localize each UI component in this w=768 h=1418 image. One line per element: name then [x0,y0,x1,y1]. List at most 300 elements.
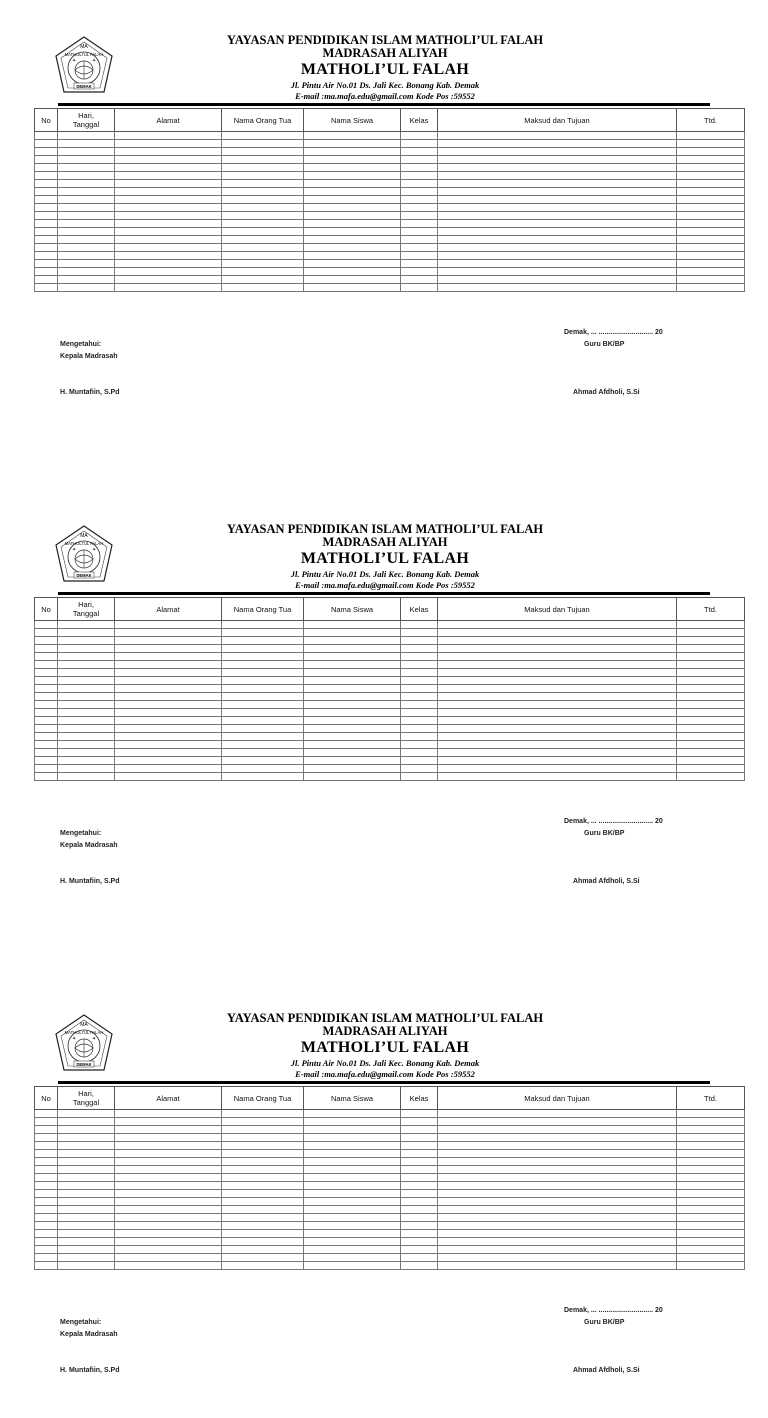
table-cell[interactable] [438,1230,677,1238]
table-cell[interactable] [115,220,222,228]
table-cell[interactable] [58,212,115,220]
table-cell[interactable] [438,1198,677,1206]
table-cell[interactable] [222,1166,304,1174]
table-cell[interactable] [35,1110,58,1118]
table-cell[interactable] [115,1126,222,1134]
table-cell[interactable] [304,132,401,140]
table-cell[interactable] [58,180,115,188]
table-cell[interactable] [304,629,401,637]
table-cell[interactable] [304,140,401,148]
table-cell[interactable] [438,180,677,188]
table-cell[interactable] [222,1158,304,1166]
table-cell[interactable] [222,1126,304,1134]
table-cell[interactable] [35,1190,58,1198]
table-cell[interactable] [115,140,222,148]
table-cell[interactable] [438,244,677,252]
table-cell[interactable] [35,1126,58,1134]
table-cell[interactable] [677,677,745,685]
table-cell[interactable] [58,685,115,693]
table-cell[interactable] [401,1126,438,1134]
table-cell[interactable] [222,1110,304,1118]
table-cell[interactable] [677,709,745,717]
table-cell[interactable] [401,1222,438,1230]
table-cell[interactable] [58,1110,115,1118]
table-cell[interactable] [304,661,401,669]
table-cell[interactable] [35,1222,58,1230]
table-cell[interactable] [35,212,58,220]
table-cell[interactable] [677,1246,745,1254]
table-cell[interactable] [677,1262,745,1270]
table-cell[interactable] [35,156,58,164]
table-cell[interactable] [222,244,304,252]
table-cell[interactable] [115,1150,222,1158]
table-cell[interactable] [58,1198,115,1206]
table-cell[interactable] [401,1134,438,1142]
table-cell[interactable] [58,669,115,677]
table-cell[interactable] [304,1222,401,1230]
table-cell[interactable] [401,629,438,637]
table-cell[interactable] [58,132,115,140]
table-cell[interactable] [304,236,401,244]
table-cell[interactable] [677,164,745,172]
table-cell[interactable] [35,669,58,677]
table-cell[interactable] [58,156,115,164]
table-cell[interactable] [115,228,222,236]
table-cell[interactable] [677,268,745,276]
table-cell[interactable] [401,244,438,252]
table-cell[interactable] [438,1118,677,1126]
table-cell[interactable] [438,1190,677,1198]
table-cell[interactable] [222,1174,304,1182]
table-cell[interactable] [222,140,304,148]
table-cell[interactable] [115,1166,222,1174]
table-cell[interactable] [401,188,438,196]
table-cell[interactable] [438,1238,677,1246]
table-cell[interactable] [438,1142,677,1150]
table-cell[interactable] [58,637,115,645]
table-cell[interactable] [115,653,222,661]
table-cell[interactable] [438,693,677,701]
table-cell[interactable] [401,284,438,292]
table-cell[interactable] [115,1206,222,1214]
table-cell[interactable] [222,1246,304,1254]
table-cell[interactable] [115,693,222,701]
table-cell[interactable] [58,228,115,236]
table-cell[interactable] [115,172,222,180]
table-cell[interactable] [35,701,58,709]
table-cell[interactable] [115,1254,222,1262]
table-cell[interactable] [401,757,438,765]
table-cell[interactable] [222,156,304,164]
table-cell[interactable] [401,1158,438,1166]
table-cell[interactable] [115,1134,222,1142]
table-cell[interactable] [304,1110,401,1118]
table-cell[interactable] [438,629,677,637]
table-cell[interactable] [401,1254,438,1262]
table-cell[interactable] [115,1238,222,1246]
table-cell[interactable] [677,637,745,645]
table-cell[interactable] [35,140,58,148]
table-cell[interactable] [677,1134,745,1142]
table-cell[interactable] [304,645,401,653]
table-cell[interactable] [222,276,304,284]
table-cell[interactable] [222,260,304,268]
table-cell[interactable] [222,212,304,220]
table-cell[interactable] [58,749,115,757]
table-cell[interactable] [222,228,304,236]
table-cell[interactable] [58,645,115,653]
table-cell[interactable] [677,725,745,733]
table-cell[interactable] [222,188,304,196]
table-cell[interactable] [115,1230,222,1238]
table-cell[interactable] [401,1166,438,1174]
table-cell[interactable] [115,1222,222,1230]
table-cell[interactable] [401,765,438,773]
table-cell[interactable] [35,1206,58,1214]
table-cell[interactable] [222,1142,304,1150]
table-cell[interactable] [438,1214,677,1222]
table-cell[interactable] [401,172,438,180]
table-cell[interactable] [35,148,58,156]
table-cell[interactable] [401,228,438,236]
table-cell[interactable] [222,220,304,228]
table-cell[interactable] [677,260,745,268]
table-cell[interactable] [304,260,401,268]
table-cell[interactable] [401,1262,438,1270]
table-cell[interactable] [222,645,304,653]
table-cell[interactable] [677,180,745,188]
table-cell[interactable] [401,196,438,204]
table-cell[interactable] [58,260,115,268]
table-cell[interactable] [438,1158,677,1166]
table-cell[interactable] [222,1262,304,1270]
table-cell[interactable] [222,661,304,669]
table-cell[interactable] [35,653,58,661]
table-cell[interactable] [58,1182,115,1190]
table-cell[interactable] [677,212,745,220]
table-cell[interactable] [677,1118,745,1126]
table-cell[interactable] [304,669,401,677]
table-cell[interactable] [115,212,222,220]
table-cell[interactable] [35,1254,58,1262]
table-cell[interactable] [438,709,677,717]
table-cell[interactable] [35,645,58,653]
table-cell[interactable] [35,284,58,292]
table-cell[interactable] [304,188,401,196]
table-cell[interactable] [35,717,58,725]
table-cell[interactable] [115,733,222,741]
table-cell[interactable] [438,220,677,228]
table-cell[interactable] [304,252,401,260]
table-cell[interactable] [115,1262,222,1270]
table-cell[interactable] [222,1206,304,1214]
table-cell[interactable] [401,733,438,741]
table-cell[interactable] [677,1214,745,1222]
table-cell[interactable] [35,1238,58,1246]
table-cell[interactable] [58,1134,115,1142]
table-cell[interactable] [115,244,222,252]
table-cell[interactable] [58,1246,115,1254]
table-cell[interactable] [58,701,115,709]
table-cell[interactable] [304,653,401,661]
table-cell[interactable] [677,1150,745,1158]
table-cell[interactable] [35,1142,58,1150]
table-cell[interactable] [58,196,115,204]
table-cell[interactable] [115,260,222,268]
table-cell[interactable] [115,629,222,637]
table-cell[interactable] [304,1238,401,1246]
table-cell[interactable] [222,196,304,204]
table-cell[interactable] [677,1230,745,1238]
table-cell[interactable] [401,220,438,228]
table-cell[interactable] [35,725,58,733]
table-cell[interactable] [677,1126,745,1134]
table-cell[interactable] [401,1198,438,1206]
table-cell[interactable] [438,677,677,685]
table-cell[interactable] [222,1134,304,1142]
table-cell[interactable] [304,1118,401,1126]
table-cell[interactable] [401,1246,438,1254]
table-cell[interactable] [35,1182,58,1190]
table-cell[interactable] [35,661,58,669]
table-cell[interactable] [222,1198,304,1206]
table-cell[interactable] [115,757,222,765]
table-cell[interactable] [115,268,222,276]
table-cell[interactable] [438,132,677,140]
table-cell[interactable] [35,236,58,244]
table-cell[interactable] [115,156,222,164]
table-cell[interactable] [35,1262,58,1270]
table-cell[interactable] [222,1118,304,1126]
table-cell[interactable] [677,749,745,757]
table-cell[interactable] [401,140,438,148]
table-cell[interactable] [401,164,438,172]
table-cell[interactable] [401,677,438,685]
table-cell[interactable] [35,733,58,741]
table-cell[interactable] [35,677,58,685]
table-cell[interactable] [58,757,115,765]
table-cell[interactable] [401,156,438,164]
table-cell[interactable] [222,701,304,709]
table-cell[interactable] [304,773,401,781]
table-cell[interactable] [401,204,438,212]
table-cell[interactable] [222,741,304,749]
table-cell[interactable] [222,1222,304,1230]
table-cell[interactable] [677,645,745,653]
table-cell[interactable] [677,1166,745,1174]
table-cell[interactable] [115,765,222,773]
table-cell[interactable] [58,244,115,252]
table-cell[interactable] [222,132,304,140]
table-cell[interactable] [58,140,115,148]
table-cell[interactable] [677,669,745,677]
table-cell[interactable] [58,717,115,725]
table-cell[interactable] [304,1158,401,1166]
table-cell[interactable] [58,188,115,196]
table-cell[interactable] [677,653,745,661]
table-cell[interactable] [304,172,401,180]
table-cell[interactable] [438,621,677,629]
table-cell[interactable] [58,1150,115,1158]
table-cell[interactable] [115,1158,222,1166]
table-cell[interactable] [222,236,304,244]
table-cell[interactable] [115,1190,222,1198]
table-cell[interactable] [401,741,438,749]
table-cell[interactable] [58,252,115,260]
table-cell[interactable] [304,204,401,212]
table-cell[interactable] [222,669,304,677]
table-cell[interactable] [677,284,745,292]
table-cell[interactable] [677,196,745,204]
table-cell[interactable] [677,1190,745,1198]
table-cell[interactable] [304,1190,401,1198]
table-cell[interactable] [304,765,401,773]
table-cell[interactable] [115,709,222,717]
table-cell[interactable] [222,148,304,156]
table-cell[interactable] [304,749,401,757]
table-cell[interactable] [438,188,677,196]
table-cell[interactable] [222,1150,304,1158]
table-cell[interactable] [438,701,677,709]
table-cell[interactable] [58,653,115,661]
table-cell[interactable] [58,621,115,629]
table-cell[interactable] [304,725,401,733]
table-cell[interactable] [35,132,58,140]
table-cell[interactable] [677,204,745,212]
table-cell[interactable] [438,1110,677,1118]
table-cell[interactable] [35,1198,58,1206]
table-cell[interactable] [35,773,58,781]
table-cell[interactable] [35,1166,58,1174]
table-cell[interactable] [115,717,222,725]
table-cell[interactable] [115,637,222,645]
table-cell[interactable] [438,196,677,204]
table-cell[interactable] [677,765,745,773]
table-cell[interactable] [438,236,677,244]
table-cell[interactable] [222,765,304,773]
table-cell[interactable] [304,1182,401,1190]
table-cell[interactable] [677,1238,745,1246]
table-cell[interactable] [677,156,745,164]
table-cell[interactable] [677,220,745,228]
table-cell[interactable] [677,757,745,765]
table-cell[interactable] [304,276,401,284]
table-cell[interactable] [35,757,58,765]
table-cell[interactable] [58,1230,115,1238]
table-cell[interactable] [58,677,115,685]
table-cell[interactable] [58,1142,115,1150]
table-cell[interactable] [438,773,677,781]
table-cell[interactable] [677,1198,745,1206]
table-cell[interactable] [115,661,222,669]
table-cell[interactable] [401,1118,438,1126]
table-cell[interactable] [222,677,304,685]
table-cell[interactable] [222,180,304,188]
table-cell[interactable] [58,1238,115,1246]
table-cell[interactable] [222,757,304,765]
table-cell[interactable] [438,1174,677,1182]
table-cell[interactable] [35,180,58,188]
table-cell[interactable] [304,1174,401,1182]
table-cell[interactable] [115,701,222,709]
table-cell[interactable] [115,741,222,749]
table-cell[interactable] [222,717,304,725]
table-cell[interactable] [677,1158,745,1166]
table-cell[interactable] [438,637,677,645]
table-cell[interactable] [58,725,115,733]
table-cell[interactable] [304,284,401,292]
table-cell[interactable] [438,645,677,653]
table-cell[interactable] [438,252,677,260]
table-cell[interactable] [35,693,58,701]
table-cell[interactable] [677,276,745,284]
table-cell[interactable] [58,733,115,741]
table-cell[interactable] [438,661,677,669]
table-cell[interactable] [438,733,677,741]
table-cell[interactable] [401,701,438,709]
table-cell[interactable] [401,749,438,757]
table-cell[interactable] [222,1214,304,1222]
table-cell[interactable] [401,661,438,669]
table-cell[interactable] [304,268,401,276]
table-cell[interactable] [438,156,677,164]
table-cell[interactable] [115,196,222,204]
table-cell[interactable] [222,725,304,733]
table-cell[interactable] [438,276,677,284]
table-cell[interactable] [401,260,438,268]
table-cell[interactable] [677,1142,745,1150]
table-cell[interactable] [304,220,401,228]
table-cell[interactable] [677,701,745,709]
table-cell[interactable] [677,1206,745,1214]
table-cell[interactable] [35,1150,58,1158]
table-cell[interactable] [304,677,401,685]
table-cell[interactable] [304,1134,401,1142]
table-cell[interactable] [222,1238,304,1246]
table-cell[interactable] [677,244,745,252]
table-cell[interactable] [35,204,58,212]
table-cell[interactable] [304,1230,401,1238]
table-cell[interactable] [58,164,115,172]
table-cell[interactable] [58,1118,115,1126]
table-cell[interactable] [401,1174,438,1182]
table-cell[interactable] [401,212,438,220]
table-cell[interactable] [401,1182,438,1190]
table-cell[interactable] [304,701,401,709]
table-cell[interactable] [438,204,677,212]
table-cell[interactable] [401,252,438,260]
table-cell[interactable] [438,1150,677,1158]
table-cell[interactable] [304,1206,401,1214]
table-cell[interactable] [304,180,401,188]
table-cell[interactable] [35,765,58,773]
table-cell[interactable] [115,252,222,260]
table-cell[interactable] [677,773,745,781]
table-cell[interactable] [438,284,677,292]
table-cell[interactable] [304,733,401,741]
table-cell[interactable] [401,645,438,653]
table-cell[interactable] [677,228,745,236]
table-cell[interactable] [401,621,438,629]
table-cell[interactable] [58,1254,115,1262]
table-cell[interactable] [58,220,115,228]
table-cell[interactable] [35,196,58,204]
table-cell[interactable] [58,204,115,212]
table-cell[interactable] [35,749,58,757]
table-cell[interactable] [438,749,677,757]
table-cell[interactable] [304,164,401,172]
table-cell[interactable] [222,693,304,701]
